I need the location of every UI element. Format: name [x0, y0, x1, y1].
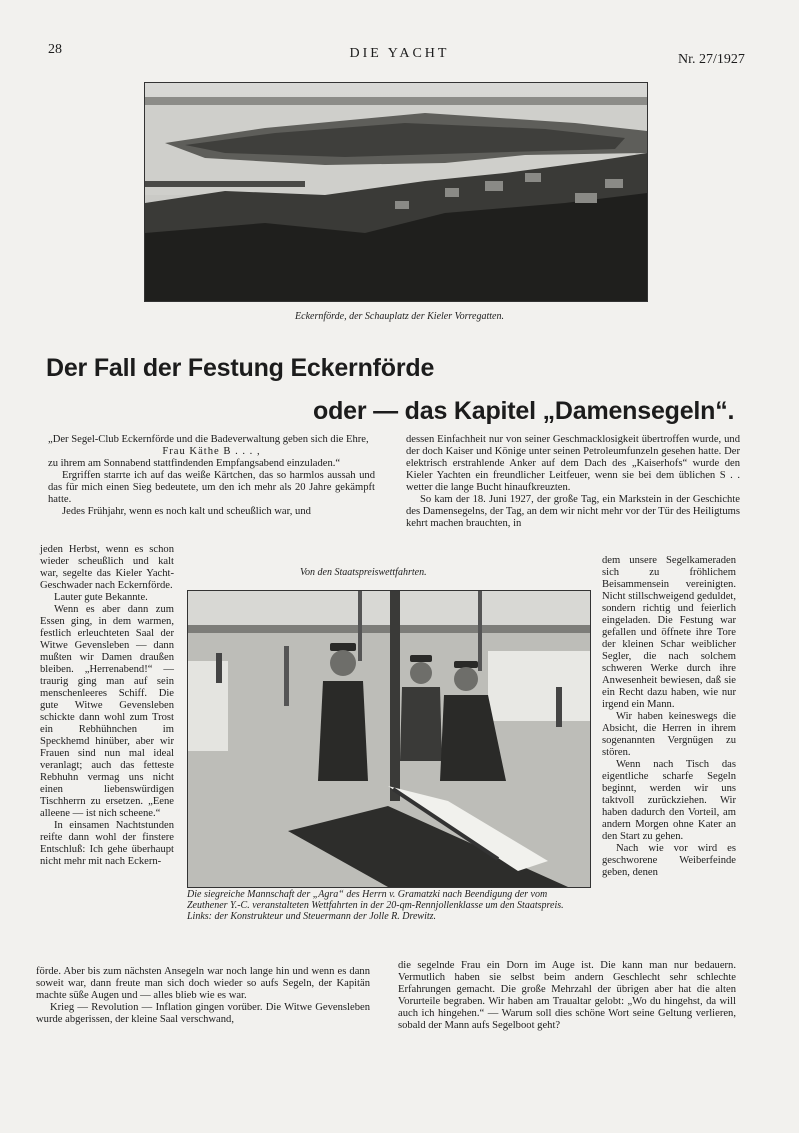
paragraph: dem unsere Segelkameraden sich zu fröhlichem Beisammensein vereinigten. Nicht stillschweigend geduldet, sondern richtig und feierlich eingeladen. Die Festung war gefallen und öffnete ihre Tore der kleinen Schar weiblicher Segler, die nach solchem schweren Werke durch ihre Anwesenheit bewiesen, daß sie ein Recht dazu haben, wie nur irgend ein Mann.: [602, 555, 736, 710]
article-top-right: [406, 434, 740, 530]
paragraph: zu ihrem am Sonnabend stattfindenden Empfangsabend einzuladen.“: [48, 458, 341, 469]
paragraph: dessen Einfachheit nur von seiner Geschmacklosigkeit übertroffen wurde, und der doch Kaiser und Könige unter seinen Petroleumfunzeln gesehen hatte. Der elektrisch erstrahlende Anker auf dem Dach des „Kaiserhofs“ wurde den Kieler Yachten ein freundlicher Leitfeuer, wenn sie bei dem üblichen S . . wetter die lange Bucht hinaufkreuzten.: [406, 434, 740, 493]
photo-eckernfoerde: [144, 82, 648, 302]
paragraph: Wir haben keineswegs die Absicht, die Herren in ihrem sogenannten Vergnügen zu stören.: [602, 711, 736, 758]
magazine-title: DIE YACHT: [349, 46, 450, 61]
paragraph: jeden Herbst, wenn es schon wieder scheußlich und kalt war, segelte das Kieler Yacht-Geschwader nach Eckernförde.: [40, 544, 174, 591]
article-bottom-right: [398, 960, 736, 1032]
paragraph: Frau Käthe B . . . ,: [162, 446, 261, 457]
headline-line-1: Der Fall der Festung Eckernförde: [46, 354, 435, 382]
paragraph: Jedes Frühjahr, wenn es noch kalt und scheußlich war, und: [62, 506, 311, 517]
paragraph: Nach wie vor wird es geschworene Weiberfeinde geben, denen: [602, 843, 736, 878]
paragraph: So kam der 18. Juni 1927, der große Tag, ein Markstein in der Geschichte des Damensegelns, der Tag, an dem wir nicht mehr vor der Tür des Heiligtums kehrt machen brauchten, in: [406, 494, 740, 529]
paragraph: „Der Segel-Club Eckernförde und die Badeverwaltung geben sich die Ehre,: [48, 434, 369, 445]
paragraph: Krieg — Revolution — Inflation gingen vorüber. Die Witwe Gevensleben wurde abgerissen, der kleine Saal verschwand,: [36, 1002, 370, 1025]
paragraph: Lauter gute Bekannte.: [54, 592, 148, 603]
issue-number: Nr. 27/1927: [678, 52, 745, 67]
headline-line-2: oder — das Kapitel „Damensegeln“.: [313, 397, 735, 425]
article-top-left: [48, 434, 375, 518]
crew-photo-illustration: [188, 591, 590, 887]
section-note: Von den Staatspreiswettfahrten.: [300, 567, 427, 578]
page-number: 28: [48, 42, 62, 57]
paragraph: Wenn nach Tisch das eigentliche scharfe Segeln beginnt, werden wir uns taktvoll zurückziehen. Wir haben dadurch den Vorteil, am andern Morgen ohne Kater an den Start zu gehen.: [602, 759, 736, 842]
paragraph: Ergriffen starrte ich auf das weiße Kärtchen, das so harmlos aussah und das für mich einen Sieg bedeutete, um den ich mehr als 20 Jahre gekämpft hatte.: [48, 470, 375, 505]
paragraph: In einsamen Nachtstunden reifte dann wohl der finstere Entschluß: Ich gehe überhaupt nicht mehr mit nach Eckern-: [40, 820, 174, 867]
paragraph: förde. Aber bis zum nächsten Ansegeln war noch lange hin und wenn es dann soweit war, dann freute man sich doch wieder so aufs Segeln, der Kapitän machte süße Augen und — alles blieb wie es war.: [36, 966, 370, 1001]
town-photo-caption: Eckernförde, der Schauplatz der Kieler Vorregatten.: [295, 311, 504, 322]
paragraph: die segelnde Frau ein Dorn im Auge ist. Die kann man nur bedauern. Vermutlich haben sie selbst beim andern Geschlecht sehr schlechte Erfahrungen gemacht. Die große Mehrzahl der übrigen aber hat die alten Vorurteile begraben. Wir haben am Traualtar gelobt: „Wo du hingehst, da will auch ich hingehen.“ — Warum soll dies schöne Wort seine Geltung verlieren, sobald der Mann aufs Segelboot geht?: [398, 960, 736, 1031]
paragraph: Wenn es aber dann zum Essen ging, in dem warmen, festlich erleuchteten Saal der Witwe Gevensleben — dann mußten wir Damen draußen bleiben. „Herrenabend!“ — traurig ging man auf sein menschenleeres Schiff. Die gute Witwe Gevensleben schickte dann wohl zum Trost ein Rebhühnchen im Speckhemd hinüber, aber wir Frauen sind nun mal ideal veranlagt; auch das fetteste Rebhuhn vermag uns nicht einen liebenswürdigen Tischherrn zu ersetzen. „Eene alleene — ist nich scheene.“: [40, 604, 174, 819]
article-bottom-left: [36, 966, 370, 1026]
photo-agra-crew: [187, 590, 591, 888]
crew-photo-caption: Die siegreiche Mannschaft der „Agra“ des Herrn v. Gramatzki nach Beendigung der vom Zeuthener Y.-C. veranstalteten Wettfahrten in der 20-qm-Rennjollenklasse um den Staatspreis. Links: der Konstrukteur und Steuermann der Jolle R. Drewitz.: [187, 889, 564, 922]
town-photo-illustration: [145, 83, 647, 301]
article-narrow-right: [602, 555, 736, 879]
article-narrow-left: [40, 544, 174, 868]
